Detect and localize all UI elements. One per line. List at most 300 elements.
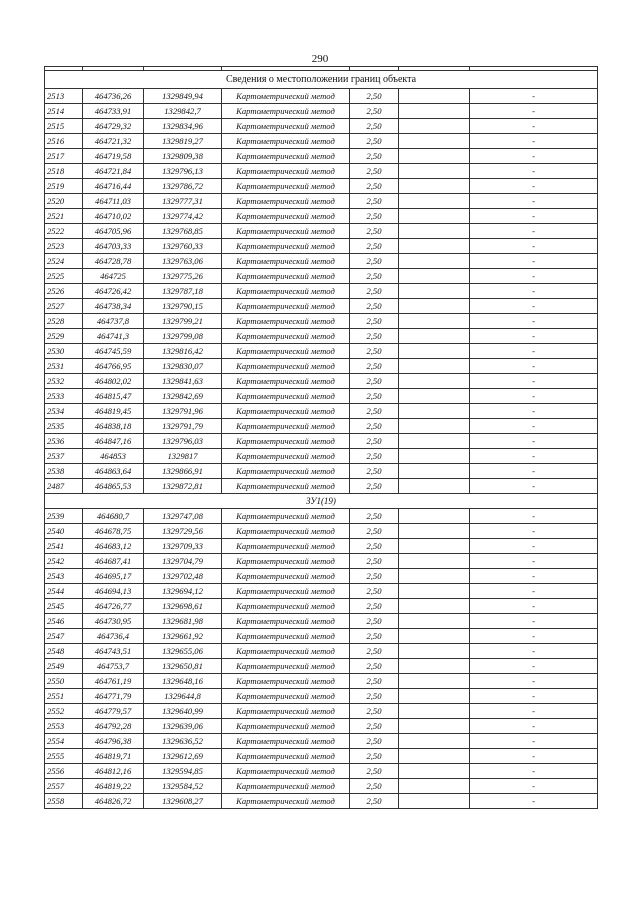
coordinate-x: 464680,7 [83,509,144,524]
dash-cell: - [470,524,598,539]
coordinate-y: 1329842,7 [144,104,222,119]
dash-cell: - [470,704,598,719]
coordinate-x: 464726,42 [83,284,144,299]
point-number: 2530 [45,344,83,359]
method-cell: Картометрический метод [222,614,350,629]
point-number: 2518 [45,164,83,179]
empty-cell [399,479,470,494]
table-row [45,134,598,149]
coordinate-y: 1329648,16 [144,674,222,689]
method-cell: Картометрический метод [222,269,350,284]
dash-cell: - [470,569,598,584]
coordinate-x: 464730,95 [83,614,144,629]
precision-cell: 2,50 [350,674,399,689]
method-cell: Картометрический метод [222,239,350,254]
coordinate-y: 1329790,15 [144,299,222,314]
table-row [45,419,598,434]
empty-cell [399,344,470,359]
coordinate-x: 464719,58 [83,149,144,164]
precision-cell: 2,50 [350,449,399,464]
table-row [45,509,598,524]
empty-cell [399,719,470,734]
coordinate-x: 464695,17 [83,569,144,584]
precision-cell: 2,50 [350,269,399,284]
precision-cell: 2,50 [350,779,399,794]
coordinate-x: 464771,79 [83,689,144,704]
coordinate-y: 1329842,69 [144,389,222,404]
precision-cell: 2,50 [350,134,399,149]
empty-cell [399,329,470,344]
dash-cell: - [470,734,598,749]
coordinate-y: 1329849,94 [144,89,222,104]
coordinate-x: 464716,44 [83,179,144,194]
dash-cell: - [470,539,598,554]
empty-cell [399,689,470,704]
method-cell: Картометрический метод [222,164,350,179]
dash-cell: - [470,464,598,479]
empty-cell [399,389,470,404]
table-row [45,599,598,614]
empty-cell [399,284,470,299]
empty-cell [399,509,470,524]
coordinate-x: 464721,84 [83,164,144,179]
method-cell: Картометрический метод [222,524,350,539]
point-number: 2531 [45,359,83,374]
method-cell: Картометрический метод [222,689,350,704]
empty-cell [399,104,470,119]
coordinate-y: 1329799,08 [144,329,222,344]
point-number: 2517 [45,149,83,164]
table-row [45,209,598,224]
point-number: 2513 [45,89,83,104]
coordinate-y: 1329791,96 [144,404,222,419]
dash-cell: - [470,119,598,134]
dash-cell: - [470,674,598,689]
dash-cell: - [470,149,598,164]
table-row [45,479,598,494]
method-cell: Картометрический метод [222,89,350,104]
method-cell: Картометрический метод [222,179,350,194]
empty-cell [399,659,470,674]
dash-cell: - [470,509,598,524]
section-row [45,494,598,509]
point-number: 2534 [45,404,83,419]
point-number: 2542 [45,554,83,569]
method-cell: Картометрический метод [222,134,350,149]
table-row [45,524,598,539]
precision-cell: 2,50 [350,524,399,539]
point-number: 2537 [45,449,83,464]
method-cell: Картометрический метод [222,464,350,479]
coordinate-x: 464745,59 [83,344,144,359]
point-number: 2556 [45,764,83,779]
empty-cell [399,164,470,179]
dash-cell: - [470,689,598,704]
precision-cell: 2,50 [350,254,399,269]
coordinate-y: 1329640,99 [144,704,222,719]
precision-cell: 2,50 [350,554,399,569]
coordinate-y: 1329809,38 [144,149,222,164]
method-cell: Картометрический метод [222,704,350,719]
dash-cell: - [470,254,598,269]
precision-cell: 2,50 [350,434,399,449]
method-cell: Картометрический метод [222,719,350,734]
point-number: 2549 [45,659,83,674]
dash-cell: - [470,209,598,224]
table-row [45,704,598,719]
table-row [45,734,598,749]
point-number: 2521 [45,209,83,224]
coordinate-y: 1329655,06 [144,644,222,659]
empty-cell [399,764,470,779]
coordinate-x: 464815,47 [83,389,144,404]
empty-cell [399,119,470,134]
empty-cell [399,674,470,689]
point-number: 2540 [45,524,83,539]
precision-cell: 2,50 [350,659,399,674]
precision-cell: 2,50 [350,614,399,629]
point-number: 2520 [45,194,83,209]
coordinate-x: 464847,16 [83,434,144,449]
dash-cell: - [470,374,598,389]
method-cell: Картометрический метод [222,149,350,164]
coordinate-x: 464736,4 [83,629,144,644]
coordinate-y: 1329819,27 [144,134,222,149]
point-number: 2533 [45,389,83,404]
table-row [45,584,598,599]
dash-cell: - [470,224,598,239]
precision-cell: 2,50 [350,644,399,659]
table-row [45,239,598,254]
method-cell: Картометрический метод [222,599,350,614]
coordinate-y: 1329777,31 [144,194,222,209]
coordinate-y: 1329704,79 [144,554,222,569]
method-cell: Картометрический метод [222,104,350,119]
precision-cell: 2,50 [350,164,399,179]
empty-cell [399,599,470,614]
point-number: 2553 [45,719,83,734]
dash-cell: - [470,449,598,464]
empty-cell [399,779,470,794]
point-number: 2545 [45,599,83,614]
coordinate-x: 464863,64 [83,464,144,479]
point-number: 2555 [45,749,83,764]
empty-cell [399,554,470,569]
table-row [45,389,598,404]
dash-cell: - [470,164,598,179]
method-cell: Картометрический метод [222,119,350,134]
point-number: 2529 [45,329,83,344]
coordinate-x: 464725 [83,269,144,284]
table-row [45,719,598,734]
coordinate-x: 464819,22 [83,779,144,794]
table-row [45,554,598,569]
method-cell: Картометрический метод [222,794,350,809]
empty-cell [399,179,470,194]
precision-cell: 2,50 [350,104,399,119]
point-number: 2551 [45,689,83,704]
point-number: 2516 [45,134,83,149]
method-cell: Картометрический метод [222,539,350,554]
coordinate-y: 1329608,27 [144,794,222,809]
coordinate-y: 1329796,03 [144,434,222,449]
dash-cell: - [470,764,598,779]
table-row [45,269,598,284]
coordinate-x: 464687,41 [83,554,144,569]
point-number: 2526 [45,284,83,299]
point-number: 2487 [45,479,83,494]
point-number: 2514 [45,104,83,119]
precision-cell: 2,50 [350,539,399,554]
section-label: ЗУ1(19) [45,494,598,509]
point-number: 2548 [45,644,83,659]
dash-cell: - [470,629,598,644]
precision-cell: 2,50 [350,629,399,644]
point-number: 2525 [45,269,83,284]
precision-cell: 2,50 [350,209,399,224]
precision-cell: 2,50 [350,284,399,299]
method-cell: Картометрический метод [222,674,350,689]
dash-cell: - [470,599,598,614]
table-row [45,119,598,134]
coordinate-x: 464678,75 [83,524,144,539]
point-number: 2558 [45,794,83,809]
precision-cell: 2,50 [350,389,399,404]
coordinate-x: 464711,03 [83,194,144,209]
coordinate-x: 464819,45 [83,404,144,419]
empty-cell [399,449,470,464]
table-title-row [45,71,598,89]
coordinate-x: 464766,95 [83,359,144,374]
point-number: 2541 [45,539,83,554]
method-cell: Картометрический метод [222,734,350,749]
precision-cell: 2,50 [350,704,399,719]
coordinate-y: 1329816,42 [144,344,222,359]
coordinate-x: 464733,91 [83,104,144,119]
coordinate-x: 464736,26 [83,89,144,104]
empty-cell [399,209,470,224]
method-cell: Картометрический метод [222,629,350,644]
coordinate-x: 464838,18 [83,419,144,434]
coordinate-y: 1329747,08 [144,509,222,524]
precision-cell: 2,50 [350,584,399,599]
point-number: 2532 [45,374,83,389]
empty-cell [399,419,470,434]
coordinate-x: 464703,33 [83,239,144,254]
coordinate-x: 464728,78 [83,254,144,269]
coordinate-y: 1329775,26 [144,269,222,284]
point-number: 2550 [45,674,83,689]
method-cell: Картометрический метод [222,299,350,314]
empty-cell [399,569,470,584]
coordinate-y: 1329768,85 [144,224,222,239]
precision-cell: 2,50 [350,89,399,104]
point-number: 2554 [45,734,83,749]
dash-cell: - [470,479,598,494]
coordinate-y: 1329774,42 [144,209,222,224]
method-cell: Картометрический метод [222,659,350,674]
method-cell: Картометрический метод [222,329,350,344]
precision-cell: 2,50 [350,509,399,524]
table-row [45,689,598,704]
precision-cell: 2,50 [350,179,399,194]
coordinate-y: 1329698,61 [144,599,222,614]
coordinate-x: 464721,32 [83,134,144,149]
dash-cell: - [470,194,598,209]
coordinate-x: 464819,71 [83,749,144,764]
table-row [45,314,598,329]
dash-cell: - [470,614,598,629]
precision-cell: 2,50 [350,464,399,479]
table-row [45,464,598,479]
method-cell: Картометрический метод [222,749,350,764]
dash-cell: - [470,239,598,254]
precision-cell: 2,50 [350,194,399,209]
coordinate-y: 1329636,52 [144,734,222,749]
table-row [45,104,598,119]
coordinate-y: 1329791,79 [144,419,222,434]
precision-cell: 2,50 [350,374,399,389]
method-cell: Картометрический метод [222,479,350,494]
method-cell: Картометрический метод [222,644,350,659]
dash-cell: - [470,389,598,404]
method-cell: Картометрический метод [222,344,350,359]
empty-cell [399,614,470,629]
empty-cell [399,644,470,659]
dash-cell: - [470,434,598,449]
coordinate-y: 1329786,72 [144,179,222,194]
coordinate-y: 1329834,96 [144,119,222,134]
coordinate-y: 1329644,8 [144,689,222,704]
dash-cell: - [470,659,598,674]
empty-cell [399,464,470,479]
method-cell: Картометрический метод [222,419,350,434]
table-row [45,764,598,779]
point-number: 2557 [45,779,83,794]
coordinate-x: 464796,38 [83,734,144,749]
dash-cell: - [470,404,598,419]
method-cell: Картометрический метод [222,314,350,329]
method-cell: Картометрический метод [222,554,350,569]
method-cell: Картометрический метод [222,449,350,464]
empty-cell [399,524,470,539]
dash-cell: - [470,299,598,314]
empty-cell [399,404,470,419]
empty-cell [399,359,470,374]
method-cell: Картометрический метод [222,434,350,449]
dash-cell: - [470,269,598,284]
coordinate-x: 464741,3 [83,329,144,344]
precision-cell: 2,50 [350,569,399,584]
empty-cell [399,794,470,809]
point-number: 2544 [45,584,83,599]
table-row [45,629,598,644]
precision-cell: 2,50 [350,299,399,314]
dash-cell: - [470,314,598,329]
point-number: 2523 [45,239,83,254]
point-number: 2538 [45,464,83,479]
empty-cell [399,539,470,554]
precision-cell: 2,50 [350,749,399,764]
precision-cell: 2,50 [350,329,399,344]
precision-cell: 2,50 [350,404,399,419]
coordinate-x: 464792,28 [83,719,144,734]
point-number: 2515 [45,119,83,134]
method-cell: Картометрический метод [222,569,350,584]
table-row [45,329,598,344]
point-number: 2528 [45,314,83,329]
coordinate-x: 464726,77 [83,599,144,614]
table-row [45,179,598,194]
method-cell: Картометрический метод [222,359,350,374]
empty-cell [399,584,470,599]
coordinate-x: 464743,51 [83,644,144,659]
dash-cell: - [470,719,598,734]
point-number: 2535 [45,419,83,434]
empty-cell [399,194,470,209]
table-row [45,779,598,794]
table-row [45,569,598,584]
table-row [45,164,598,179]
table-row [45,749,598,764]
precision-cell: 2,50 [350,224,399,239]
table-row [45,359,598,374]
coordinate-x: 464812,16 [83,764,144,779]
method-cell: Картометрический метод [222,584,350,599]
point-number: 2539 [45,509,83,524]
precision-cell: 2,50 [350,419,399,434]
dash-cell: - [470,584,598,599]
empty-cell [399,269,470,284]
empty-cell [399,749,470,764]
table-row [45,659,598,674]
method-cell: Картометрический метод [222,374,350,389]
coordinate-y: 1329796,13 [144,164,222,179]
coordinate-x: 464737,8 [83,314,144,329]
coordinate-y: 1329612,69 [144,749,222,764]
empty-cell [399,239,470,254]
coordinate-x: 464705,96 [83,224,144,239]
coordinate-y: 1329709,33 [144,539,222,554]
point-number: 2543 [45,569,83,584]
empty-cell [399,704,470,719]
method-cell: Картометрический метод [222,509,350,524]
empty-cell [399,629,470,644]
coordinate-y: 1329702,48 [144,569,222,584]
table-row [45,299,598,314]
coordinate-y: 1329760,33 [144,239,222,254]
dash-cell: - [470,179,598,194]
dash-cell: - [470,419,598,434]
coordinate-y: 1329729,56 [144,524,222,539]
dash-cell: - [470,284,598,299]
table-row [45,254,598,269]
coordinate-x: 464738,34 [83,299,144,314]
dash-cell: - [470,794,598,809]
empty-cell [399,299,470,314]
coordinate-x: 464753,7 [83,659,144,674]
coordinate-y: 1329799,21 [144,314,222,329]
dash-cell: - [470,344,598,359]
empty-cell [399,374,470,389]
table-row [45,404,598,419]
table-row [45,374,598,389]
precision-cell: 2,50 [350,239,399,254]
method-cell: Картометрический метод [222,194,350,209]
coordinate-x: 464853 [83,449,144,464]
coordinate-y: 1329639,06 [144,719,222,734]
method-cell: Картометрический метод [222,389,350,404]
